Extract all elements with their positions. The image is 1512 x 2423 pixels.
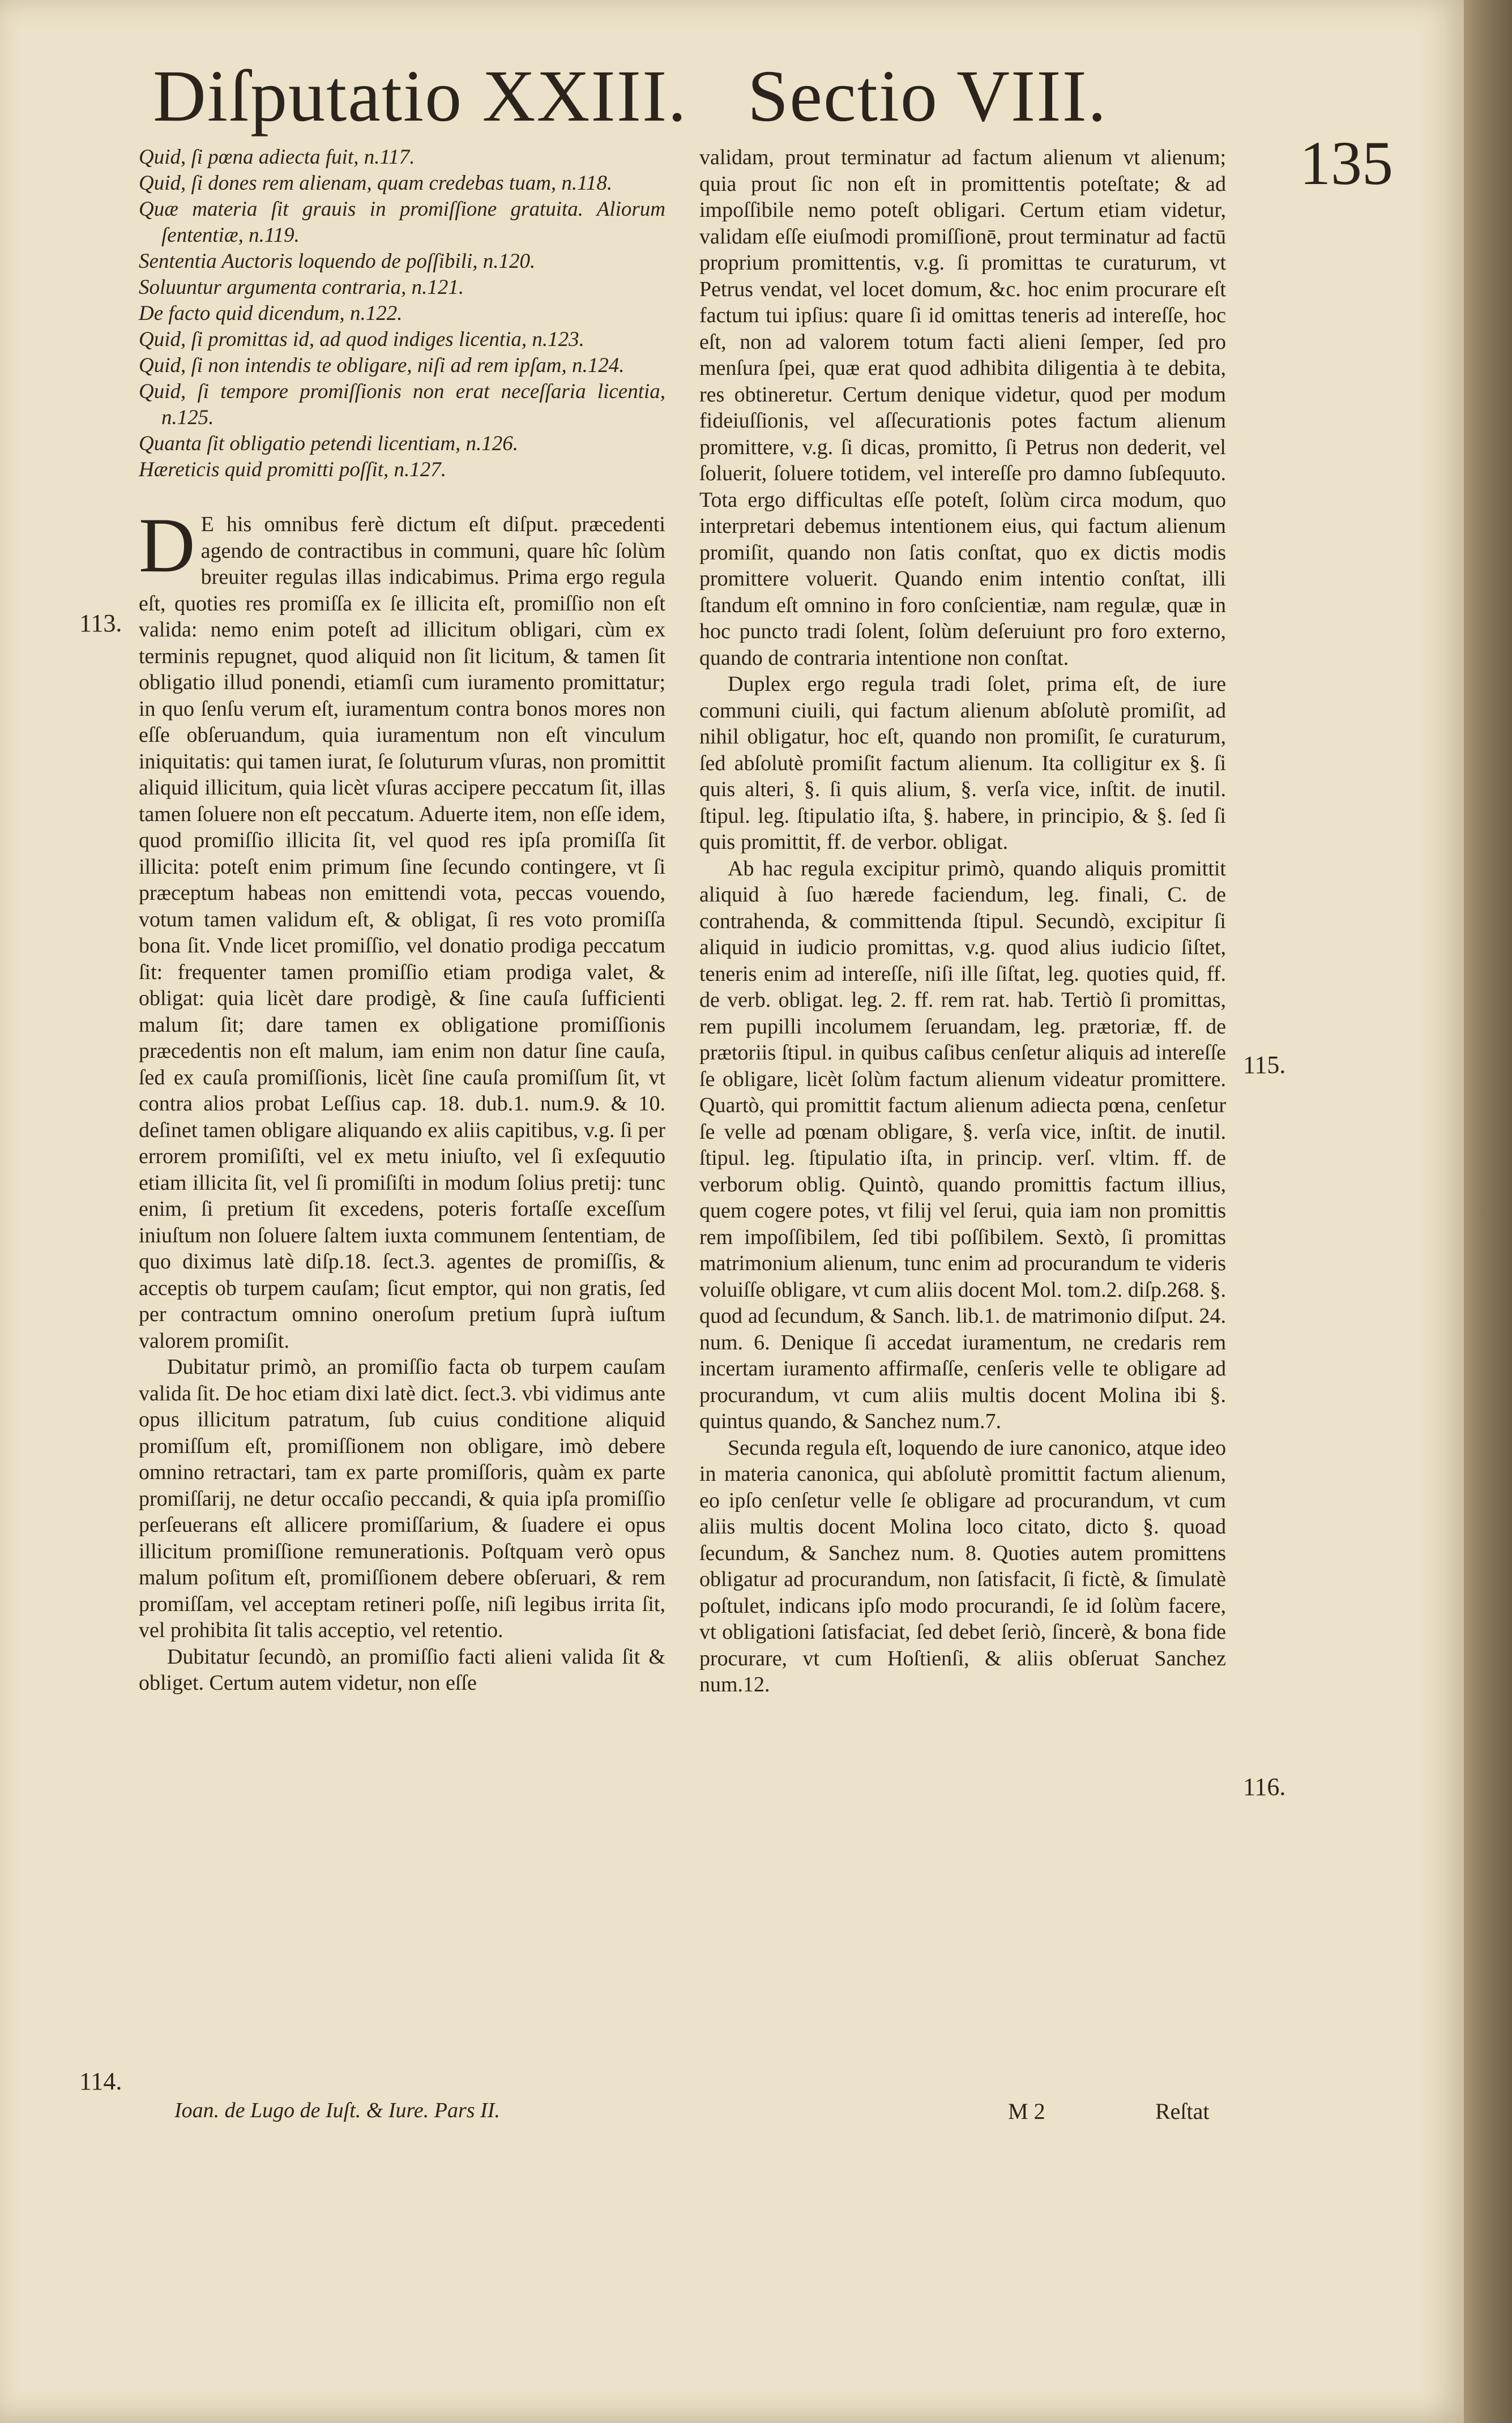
paragraph: Ab hac regula excipitur primò, quando aliquis promittit aliquid à ſuo hærede faciendum, leg. finali, C. de contrahenda, & committenda ſtipul. Secundò, excipitur ſi aliquid in iudicio promittas, v.g. quod alius iudicio ſiſtet, teneris enim ad intereſſe, niſi ille ſiſtat, leg. quoties quid, ff. de verb. obligat. leg. 2. ff. rem rat. hab. Tertiò ſi promittas, rem pupilli incolumem ſeruandam, leg. prætoriæ, ff. de prætoriis ſtipul. in quibus caſibus cenſetur aliquis ad intereſſe ſe obligare, licèt ſolùm factum alienum videatur promittere. Quartò, qui promittit factum alienum adiecta pœna, cenſetur ſe velle ad pœnam obligare, §. verſa vice, inſtit. de inutil. ſtipul. leg. ſtipulatio iſta, in princip. verſ. vltim. ff. de verborum oblig. Quintò, quando promittis factum illius, quem cogere potes, vt filij vel ſerui, quia iam non promittis rem impoſſibilem, ſed tibi poſſibilem. Sextò, ſi promittas matrimonium alienum, tunc enim ad procurandum te videris voluiſſe obligare, vt cum aliis docent Mol. tom.2. diſp.268. §. quod ad ſecundum, & Sanch. lib.1. de matrimonio diſput. 24. num. 6. Denique ſi accedat iuramentum, ne credaris rem incertam iuramento affirmaſſe, cenſeris velle te obligare ad procurandum, vt cum aliis multis docent Molina ibi §. quintus quando, & Sanchez num.7. — [699, 856, 1226, 1433]
running-head-disputatio: Diſputatio XXIII. — [153, 55, 687, 137]
margin-number: 116. — [1243, 1773, 1286, 1801]
margin-number: 115. — [1243, 1051, 1286, 1079]
margin-number: 113. — [79, 609, 122, 637]
drop-cap: D — [139, 502, 195, 588]
summary-item: Soluuntur argumenta contraria, n.121. — [139, 276, 464, 299]
running-head-sectio: Sectio VIII. — [748, 55, 1108, 137]
summary-item: Sententia Auctoris loquendo de poſſibili, n.120. — [139, 250, 536, 273]
summary-item: Quid, ſi promittas id, ad quod indiges licentia, n.123. — [139, 328, 584, 351]
paragraph: Dubitatur ſecundò, an promiſſio facti alieni valida ſit & obliget. Certum autem videtur, non eſſe — [139, 1644, 665, 1695]
page-edge — [1464, 0, 1512, 2423]
summary-item: Quid, ſi dones rem alienam, quam credebas tuam, n.118. — [139, 172, 613, 195]
right-column — [699, 144, 1226, 1698]
summary-item: Quid, ſi pœna adiecta fuit, n.117. — [139, 146, 415, 169]
left-body-text — [139, 502, 665, 1696]
summary-item: De facto quid dicendum, n.122. — [139, 302, 403, 325]
paragraph: validam, prout terminatur ad factum alienum vt alienum; quia prout ſic non eſt in promittentis poteſtate; & ad impoſſibile nemo poteſt obligari. Certum etiam videtur, validam eſſe eiuſmodi promiſſionē, prout terminatur ad factū proprium promittentis, v.g. ſi promittas te curaturum, vt Petrus vendat, vel locet domum, &c. hoc enim procurare eſt factum tui ipſius: quare ſi id omittas teneris ad intereſſe, hoc eſt, non ad valorem totum facti alieni ſemper, ſed pro menſura ſpei, quæ erat quod adhibita diligentia à te debita, res obtineretur. Certum denique videtur, quod per modum fideiuſſionis, vel aſſecurationis potes factum alienum promittere, v.g. ſi dicas, promitto, ſi Petrus non dederit, vel ſoluerit, ſoluere totidem, vel intereſſe pro damno ſubſequuto. Tota ergo difficultas eſſe poteſt, ſolùm circa modum, quo interpretari debemus intentionem eius, qui factum alienum promiſit, quando non ſatis conſtat, quo ex dictis modis promittere voluerit. Quando enim intentio conſtat, illi ſtandum eſt omnino in foro conſcientiæ, nam regulæ, quæ in hoc puncto tradi ſolent, ſolùm deſeruiunt pro foro externo, quando de contraria intentione non conſtat. — [699, 146, 1226, 670]
summary-item: Quid, ſi tempore promiſſionis non erat neceſſaria licentia, n.125. — [139, 380, 665, 429]
paragraph: Secunda regula eſt, loquendo de iure canonico, atque ideo in materia canonica, qui abſolutè promittit factum alienum, eo ipſo cenſetur velle ſe obligare ad procurandum, vt cum aliis multis docent Molina loco citato, dicto §. quoad ſecundum, & Sanchez num. 8. Quoties autem promittens obligatur ad procurandum, non ſatisfacit, ſi fictè, & ſimulatè poſtulet, indicans ipſo modo procurandi, ſe id ſolùm facere, vt obligationi ſatisfaciat, ſed debet ſeriò, ſincerè, & bona fide procurare, vt cum Hoſtienſi, & aliis obſeruat Sanchez num.12. — [699, 1435, 1226, 1696]
signature-mark: M 2 — [1008, 2099, 1045, 2124]
footer-title: Ioan. de Lugo de Iuſt. & Iure. Pars II. — [174, 2099, 500, 2122]
summary-item: Quanta ſit obligatio petendi licentiam, n.126. — [139, 432, 519, 455]
paragraph: Duplex ergo regula tradi ſolet, prima eſt, de iure communi ciuili, qui factum alienum abſolutè promiſit, ad nihil obligatur, hoc eſt, quando non promiſit, ſe curaturum, ſed abſolutè promiſit factum alienum. Ita colligitur ex §. ſi quis alteri, §. ſi quis alium, §. verſa vice, inſtit. de inutil. ſtipul. leg. ſtipulatio iſta, §. habere, in principio, & §. ſed ſi quis promittit, ff. de verbor. obligat. — [699, 672, 1226, 854]
paragraph: D E his omnibus ferè dictum eſt diſput. præcedenti agendo de contractibus in communi, quare hîc ſolùm breuiter regulas illas indicabimus. Prima ergo regula eſt, quoties res promiſſa ex ſe illicita eſt, promiſſio non eſt valida: nemo enim poteſt ad illicitum obligari, cùm ex terminis repugnet, quod aliquid non ſit licitum, & tamen ſit obligatio illud ponendi, etiamſi cum iuramento promittatur; in quo ſenſu verum eſt, iuramentum contra bonos mores non eſſe obſeruandum, quia iuramentum non eſt vinculum iniquitatis: qui tamen iurat, ſe ſoluturum vſuras, non promittit aliquid illicitum, quia licèt vſuras accipere peccatum ſit, illas tamen ſoluere non eſt peccatum. Aduerte item, non eſſe idem, quod promiſſio illicita ſit, vel quod res ipſa promiſſa ſit illicita: poteſt enim primum ſine ſecundo contingere, vt ſi præceptum habeas non emittendi vota, peccas vouendo, votum tamen validum eſt, & obligat, ſi res voto promiſſa bona ſit. Vnde licet promiſſio, vel donatio prodiga peccatum ſit: frequenter tamen promiſſio etiam prodiga valet, & obligat: quia licèt dare prodigè, & ſine cauſa ſufficienti malum ſit; dare tamen ex obligatione promiſſionis præcedentis non eſt malum, iam enim non datur ſine cauſa, ſed ex cauſa promiſſionis, licèt ſine cauſa promiſſum ſit, vt contra alios probat Leſſius cap. 18. dub.1. num.9. & 10. deſinet tamen obligare aliquando ex aliis capitibus, v.g. ſi per errorem promiſiſti, vel ex metu iniuſto, vel ſi exſequutio etiam illicita ſit, vel ſi promiſiſti in modum ſolius pretij: tunc enim, ſi pretium ſit excedens, poteris fortaſſe exceſſum iniuſtum non ſoluere ſaltem iuxta communem ſententiam, de quo diximus latè diſp.18. ſect.3. agentes de promiſſis, & acceptis ob turpem cauſam; ſicut emptor, qui non gratis, ſed per contractum omnino oneroſum pretium ſuprà iuſtum valorem promiſit. — [139, 502, 665, 1353]
summary-list — [139, 144, 665, 483]
catchword: Reſtat — [1155, 2099, 1210, 2124]
margin-number: 114. — [79, 2067, 122, 2095]
right-body-text — [699, 144, 1226, 1698]
summary-item: Hæreticis quid promitti poſſit, n.127. — [139, 458, 447, 481]
page-number: 135 — [1300, 129, 1393, 198]
left-column — [139, 144, 665, 1696]
summary-item: Quæ materia ſit grauis in promiſſione gratuita. Aliorum ſententiæ, n.119. — [139, 198, 665, 247]
summary-item: Quid, ſi non intendis te obligare, niſi ad rem ipſam, n.124. — [139, 354, 625, 377]
paragraph: Dubitatur primò, an promiſſio facta ob turpem cauſam valida ſit. De hoc etiam dixi latè dict. ſect.3. vbi vidimus ante opus illicitum patratum, ſub cuius conditione aliquid promiſſum eſt, promiſſionem non obligare, imò debere omnino retractari, tam ex parte promiſſoris, quàm ex parte promiſſarij, ne detur occaſio peccandi, & quia ipſa promiſſio perſeuerans eſt allicere promiſſarium, & ſuadere ei opus illicitum promiſſione remunerationis. Poſtquam verò opus malum poſitum eſt, promiſſionem debere obſeruari, & rem promiſſam, vel acceptam retineri poſſe, niſi legibus irrita ſit, vel prohibita ſit talis acceptio, vel retentio. — [139, 1355, 665, 1642]
